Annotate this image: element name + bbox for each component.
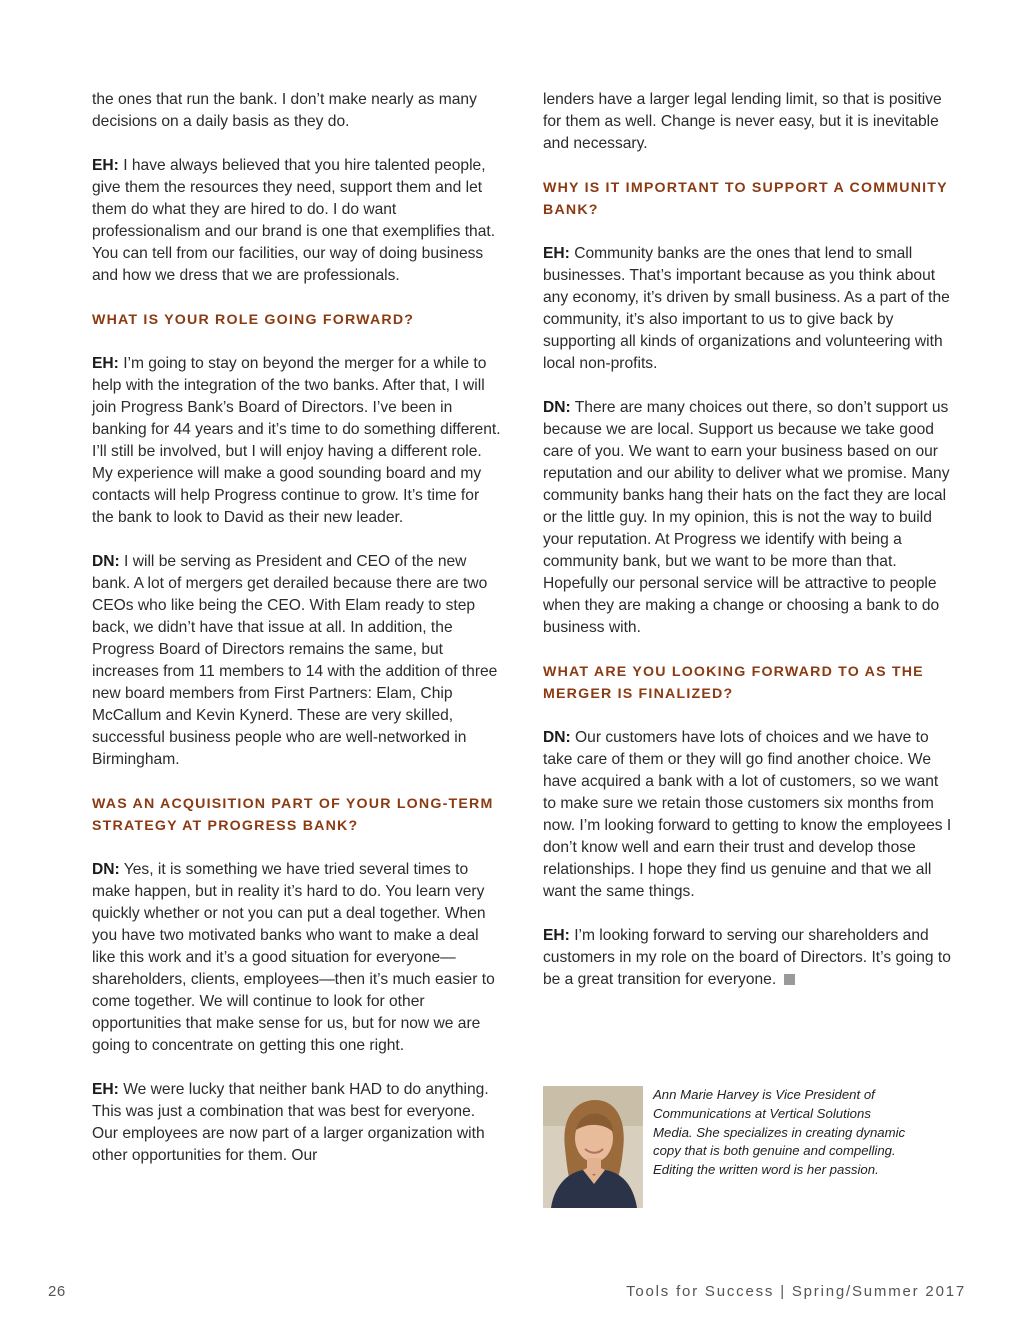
paragraph [543,925,953,991]
interview-question: WHAT IS YOUR ROLE GOING FORWARD? [92,312,415,328]
speaker-label: EH: [92,355,119,372]
paragraph-text: the ones that run the bank. I don’t make nearly as many decisions on a daily basis as they do. [92,91,477,130]
paragraph [92,353,502,529]
speaker-label: EH: [543,927,570,944]
speaker-label: DN: [543,729,571,746]
paragraph-text: Our customers have lots of choices and we have to take care of them or they will go find another choice. We have acquired a bank with a lot of customers, so we want to make sure we retain those customers six months from now. I’m looking forward to getting to know the employees I don’t know well and earn their trust and develop those relationships. I hope they find us genuine and that we all want the same things. [543,729,952,900]
paragraph [543,89,953,155]
paragraph [92,155,502,287]
paragraph [543,243,953,375]
speaker-label: EH: [92,1081,119,1098]
author-bio [543,1086,953,1208]
paragraph [92,551,502,771]
article-column-right [543,89,953,1013]
author-bio-text: Ann Marie Harvey is Vice President of Communications at Vertical Solutions Media. She specializes in creating dynamic copy that is both genuine and compelling. Editing the written word is her passion. [653,1087,906,1178]
paragraph-text: I’m looking forward to serving our shareholders and customers in my role on the board of Directors. It’s going to be a great transition for everyone. [543,927,951,988]
interview-question: WAS AN ACQUISITION PART OF YOUR LONG-TERM STRATEGY AT PROGRESS BANK? [92,796,494,834]
paragraph [92,859,502,1057]
paragraph-text: We were lucky that neither bank HAD to do anything. This was just a combination that was best for everyone. Our employees are now part of a larger organization with other opportunities for them. Our [92,1081,489,1164]
article-column-left [92,89,502,1189]
end-square-icon [784,974,795,985]
paragraph [543,727,953,903]
paragraph-text: I will be serving as President and CEO of the new bank. A lot of mergers get derailed because there are two CEOs who like being the CEO. With Elam ready to step back, we didn’t have that issue at all. In addition, the Progress Board of Directors remains the same, but increases from 11 members to 14 with the addition of three new board members from First Partners: Elam, Chip McCallum and Kevin Kynerd. These are very skilled, successful business people who are well-networked in Birmingham. [92,553,498,768]
paragraph [543,397,953,639]
paragraph-text: Community banks are the ones that lend to small businesses. That’s important because as you think about any economy, it’s driven by small business. As a part of the community, it’s also important to us to give back by supporting all kinds of organizations and volunteering with local non-profits. [543,245,950,372]
speaker-label: DN: [543,399,571,416]
paragraph-text: lenders have a larger legal lending limit, so that is positive for them as well. Change is never easy, but it is inevitable and necessary. [543,91,942,152]
paragraph-text: I have always believed that you hire talented people, give them the resources they need, support them and let them do what they are hired to do. I do want professionalism and our brand is one that exemplifies that. You can tell from our facilities, our way of doing business and how we dress that we are professionals. [92,157,496,284]
speaker-label: DN: [92,861,120,878]
page-number: 26 [48,1283,66,1300]
paragraph-text: I’m going to stay on beyond the merger for a while to help with the integration of the two banks. After that, I will join Progress Bank’s Board of Directors. I’ve been in banking for 44 years and it’s time to do something different. I’ll still be involved, but I will enjoy having a different role. My experience will make a good sounding board and my contacts will help Progress continue to grow. It’s time for the bank to look to David as their new leader. [92,355,501,526]
speaker-label: EH: [543,245,570,262]
speaker-label: DN: [92,553,120,570]
interview-question: WHY IS IT IMPORTANT TO SUPPORT A COMMUNITY BANK? [543,180,948,218]
publication-title: Tools for Success | Spring/Summer 2017 [626,1283,966,1300]
speaker-label: EH: [92,157,119,174]
interview-question: WHAT ARE YOU LOOKING FORWARD TO AS THE MERGER IS FINALIZED? [543,664,924,702]
paragraph-text: There are many choices out there, so don’t support us because we are local. Support us because we take good care of you. We want to earn your business based on our reputation and our ability to deliver what we promise. Many community banks hang their hats on the fact they are local or the little guy. In my opinion, this is not the way to build your reputation. At Progress we identify with being a community bank, but we want to be more than that. Hopefully our personal service will be attractive to people when they are making a change or choosing a bank to do business with. [543,399,950,636]
paragraph-text: Yes, it is something we have tried several times to make happen, but in reality it’s hard to do. You learn very quickly whether or not you can put a deal together. When you have two motivated banks who want to make a deal like this work and it’s a good situation for everyone—shareholders, clients, employees—then it’s much easier to come together. We will continue to look for other opportunities that make sense for us, but for now we are going to concentrate on getting this one right. [92,861,495,1054]
paragraph [92,1079,502,1167]
paragraph [92,89,502,133]
author-photo [543,1086,643,1208]
